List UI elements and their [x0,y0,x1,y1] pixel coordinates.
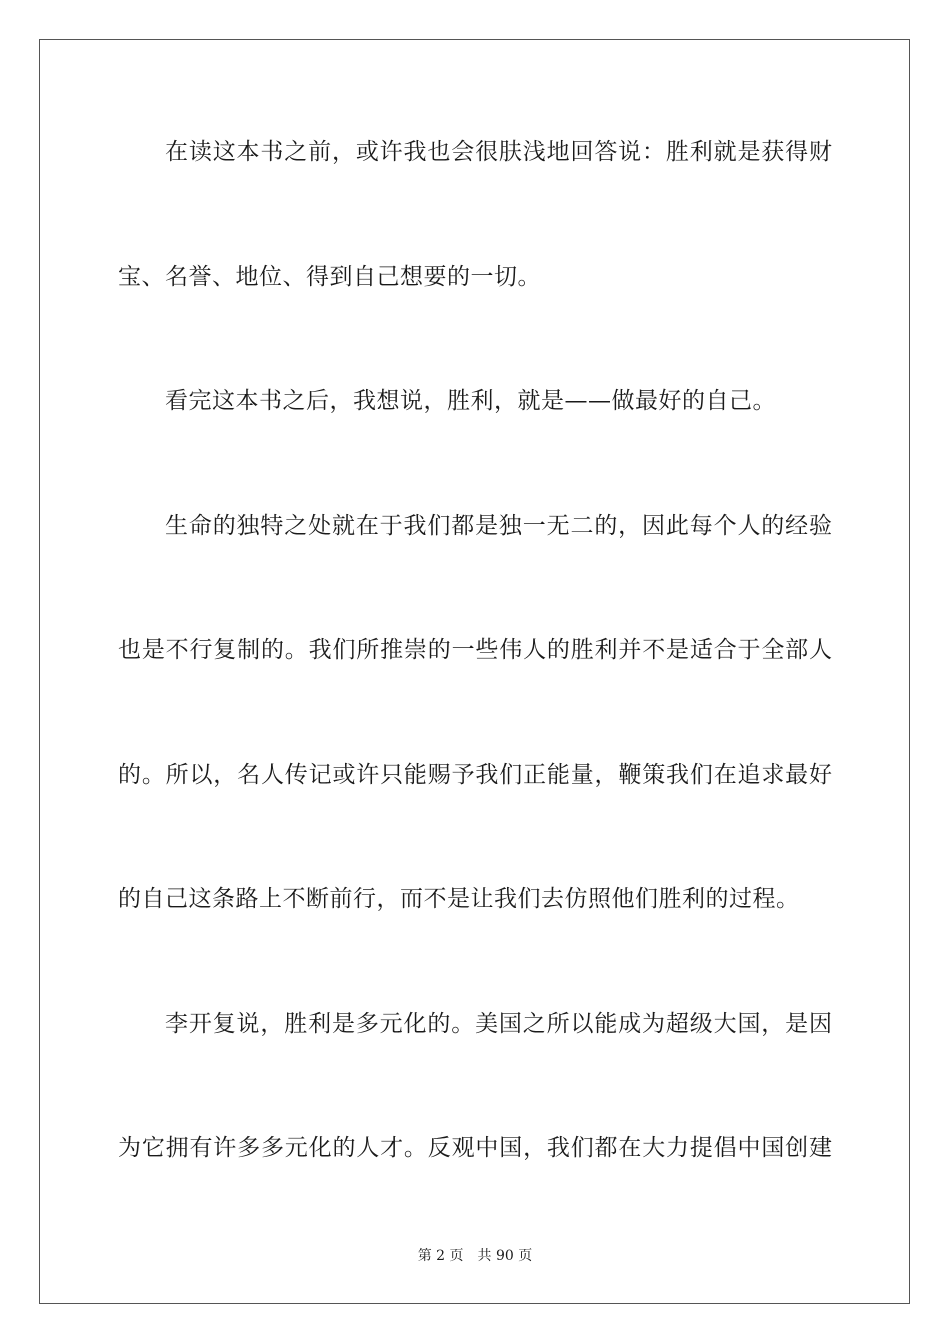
page-border [39,39,910,1304]
paragraph-2-line-1: 看完这本书之后，我想说，胜利，就是——做最好的自己。 [165,388,776,414]
page-number: 第 2 页 [417,1248,464,1264]
page-total: 共 90 页 [477,1248,533,1264]
paragraph-3-line-2: 也是不行复制的。我们所推崇的一些伟人的胜利并不是适合于全部人 [118,637,832,663]
paragraph-3-line-1: 生命的独特之处就在于我们都是独一无二的，因此每个人的经验 [165,513,832,539]
page-footer [0,1246,950,1266]
paragraph-3-line-3: 的。所以，名人传记或许只能赐予我们正能量，鞭策我们在追求最好 [118,762,832,788]
paragraph-4-line-1: 李开复说，胜利是多元化的。美国之所以能成为超级大国，是因 [165,1011,832,1037]
paragraph-1-line-1: 在读这本书之前，或许我也会很肤浅地回答说：胜利就是获得财 [165,139,832,165]
paragraph-4-line-2: 为它拥有许多多元化的人才。反观中国，我们都在大力提倡中国创建 [118,1135,832,1161]
paragraph-1-line-2: 宝、名誉、地位、得到自己想要的一切。 [118,264,541,290]
paragraph-3-line-4: 的自己这条路上不断前行，而不是让我们去仿照他们胜利的过程。 [118,886,800,912]
